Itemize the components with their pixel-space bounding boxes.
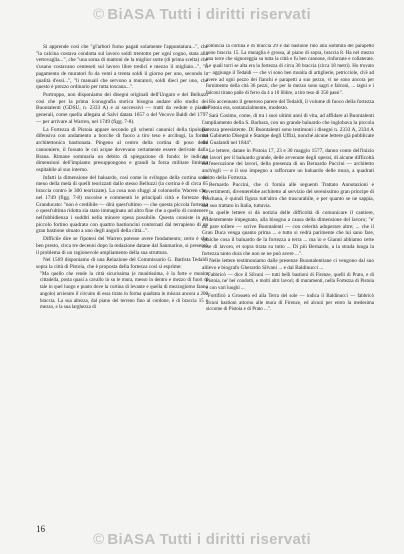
watermark-top-text: BiASA Tutti i diritti riservati [107, 6, 311, 23]
copyright-icon: © [93, 6, 105, 23]
paragraph: Si apprende così che "gl'arbori furno pagati solamente l'appuntatura...", che "la calcina costava condotta sul lavoro soldi trentotto per ogni cogno, stata alla vettovaglia...", che "una soma di mattoni de la miglior sorte (di prima scelta) che s'usano costavano centeseti sul lavoro libre tredici e mezzo il migliaio...", "il pagamento de muratori fu da venti a trenta soldi il giorno per uno, secondo la qualità d'essi...", "li manuali che servono a muratori, soldi dieci per uno, che questo è prezzo ordinario per tutta toscana...". [36, 44, 208, 91]
block-quote: "Ma quello che rende la città sicurissima (e munitissima, è la forte e munita cittadella, posta quasi a cavallo in su le mura, messo in dentro e mezzo di fuori di tale in quel luogo e punto dove la cortina di levante e quella di mezzogiorno fanno angolo) arcierato il circuito di essa tirato in forma quadrata in misura ancora a 200 braccia. La sua altezza, dal piano del terreno fino al cordone, è di braccia 15 e mezzo, e la sua larghezza di [40, 271, 208, 311]
paragraph: Sarà Cosimo, come, di tra i suoi ultimi anni di vita, ad affidare al Buontalenti l'ampliamento della S. Barbara, con un grande baluardo che inglobava la piccola fortezza preesistente. Di Buontalenti sono testimoni i disegni n. 2333 A, 2334 A del Gabinetto Disegni e Stampe degli Uffizi, nonché alcune lettere già pubblicate dal Gualandi nel 1844". [202, 113, 374, 147]
paragraph: Ho accennato il generoso parere del Tedaldi, il volume di fuoco della fortezza di Pistoia era, sostanzialmente, modesto. [202, 98, 374, 112]
paragraph: Le lettere, datate in Pistoia 17, 23 e 30 maggio 1577, danno conto dell'inizio dei lavori per il baluardo grande, delle avvenute degli operai, di alcune difficoltà nell'esecuzione dei lavori, della presenza di un Bernardo Puccini — architetto anch'egli — e il suo impegno a rafforzare un baluardo delle mura, a quadrati diritto della Fortezza. [202, 147, 374, 181]
paragraph: Nelle lettere testimoniamo dalle presenze Buontalentiane ci vengono dal suo allievo e biografo Gherardo Silvani ... e dal Baldinucci ... [202, 258, 374, 271]
paragraph: In quelle lettere si dà notizia delle difficoltà di comunicare il cantiere, evidentemente impegnato, alla bisogna a causa della dimensione del lavoro; "e' mi pare tollere — scrive Buontalenti — con celerità adoperare altre; ... che il Gran Duca venga quanto prima ... e tutto si vedrà parimente che lui sano fare, qualche cosa il baluardo de la fortezza a terra ... ma io e Gianni abbiamo certe cose di lavoro, et sopra tirata su tutto ... Di più Bernardo, a la strada lunga la fortezza tanto dura che non se ne può avere ...". [202, 210, 374, 257]
paragraph: Purtroppo, non disponiamo dei disegni originali dell'Ungaro e del Belluzzi cosi che per la prima iconografia storica bisogna andare allo studio dei Buontalenti (GDSU, n. 2333 A) e ai successivi — tratti da vedute o piante generali, come quella allegata al Salvi datata 1657 o del Vecovo Baldi del 1797 — per arrivare al Warren, nel 1749 (figg. 7-8). [36, 92, 208, 125]
copyright-icon: © [93, 531, 105, 548]
right-text-column [202, 44, 374, 524]
block-quote: "Fabbricò — dice il Silvani — tutti belli bastioni di Firenze, quelli di Prato, e di Pistoia, ne' bei condotti, e molti altri lavori; di muramenti, nella Fortezza di Pistoia e con vari luoghi ... [206, 272, 374, 292]
paragraph: Nel 1569 disponiamo di una Relazione del Commissario G. Battista Tedaldi sopra la città di Pistoia, che è proposta della fortezza così si esprime: [36, 257, 208, 270]
block-quote: comincia la cortina è di braccia 29 e dal bastione fino alla sommità del parapetto sono braccia 15. La muraglia è grossa, al piano di sopra, braccia 8. Ha nel mezzo una torre che signoreggia su tutta la città e fu ben cannone, rinforzate e collaterate. Le quali torri se alta era la fortezza di circa 30 braccia (circa 18 metri). Ho trovato — aggiunge il Tedaldi — che vi sono ben munita di artiglierie, petricciole, ch'è ad avere ad ogni pezzo dei fianchi e parapetti a suo pezzo, vi ne sono ancora per fornimento della cità 36 pezzi, che per lo mezzo sono sagri e falconi, ... tagni e i falconi tirano palle di ferro da 4 a 10 libbre, a tiro teso di 350 passi". [206, 44, 374, 97]
paragraph: Bernardo Puccini, che ci fornia alle seguenti Trattato Annotazioni e Avvertimenti, diventerebbe architetto al servizio del serenissimo gran principe di Toschana, è quindi figura tutt'altro che trascurabile, e per quanto se ne sappia, del suo trattato in Italia, tuttavia. [202, 182, 374, 209]
watermark-bottom [0, 531, 404, 548]
paragraph: Infatti la dimensione del baluardo, così come lo sviluppo della cortina sono meno della metà di quelli teorizzati dallo stesso Belluzzi (la cortina è di circa 65 braccia contro le 300 teorizzate). La cosa non sfuggi al colonnello Warren che, nel 1749 (figg. 7-8) raccolse e commentò le principali città e fortezze del Granducato: "non è credibile — dirà quest'ultimo — che questa piccola fortezza o quest'ultima ridotta sia stato immaginato ad altro fine che a quello di contenere nell'ubbidienza i sudditi nella minore spesa possibile. Questa consiste in un piccolo fortino quadrato con quattro bastioncini contornati dal terrapieno di un gran bastione situato a uno degli angoli della città...". [36, 174, 208, 235]
block-quote: "Fortificò a Grosseto ed alla Terra del sole — indica il Baldinucci — fabbricò alcuni bastioni attorno alle mura di Firenze, ed alcuni per entro la medesima siccome di Pistoia e di Prato ...". [206, 293, 374, 313]
left-text-column [36, 44, 208, 524]
watermark-bottom-text: BiASA Tutti i diritti riservati [107, 531, 311, 548]
paragraph: La Fortezza di Pistoia appare secondo gli schemi canonici della tipologia difensiva con andamento a bocche di fuoco a tiro teso e arcibugi, la forma architettonica bastionata. Pingeno al centro della cortina di poso delle cannoniere, il fossato le cui acque dovevano certamente essere derivate dalla Brana. Rimane sommaria un debito di spiegazione di fondo: le indicate dimensioni dell'impianto presuppongono e grandi la forza militare limitata ospitabile al suo interno. [36, 126, 208, 173]
watermark-top [0, 6, 404, 23]
page-number: 16 [36, 524, 45, 534]
paragraph: Difficile dire se l'ipotesi del Warren potesse avere fondamento; certo è che ben presto, circa tre decenni dopo la redazione datane dal Sanmarino, si presentò il problema di un ragionevole ampliamento della sua struttura. [36, 236, 208, 256]
